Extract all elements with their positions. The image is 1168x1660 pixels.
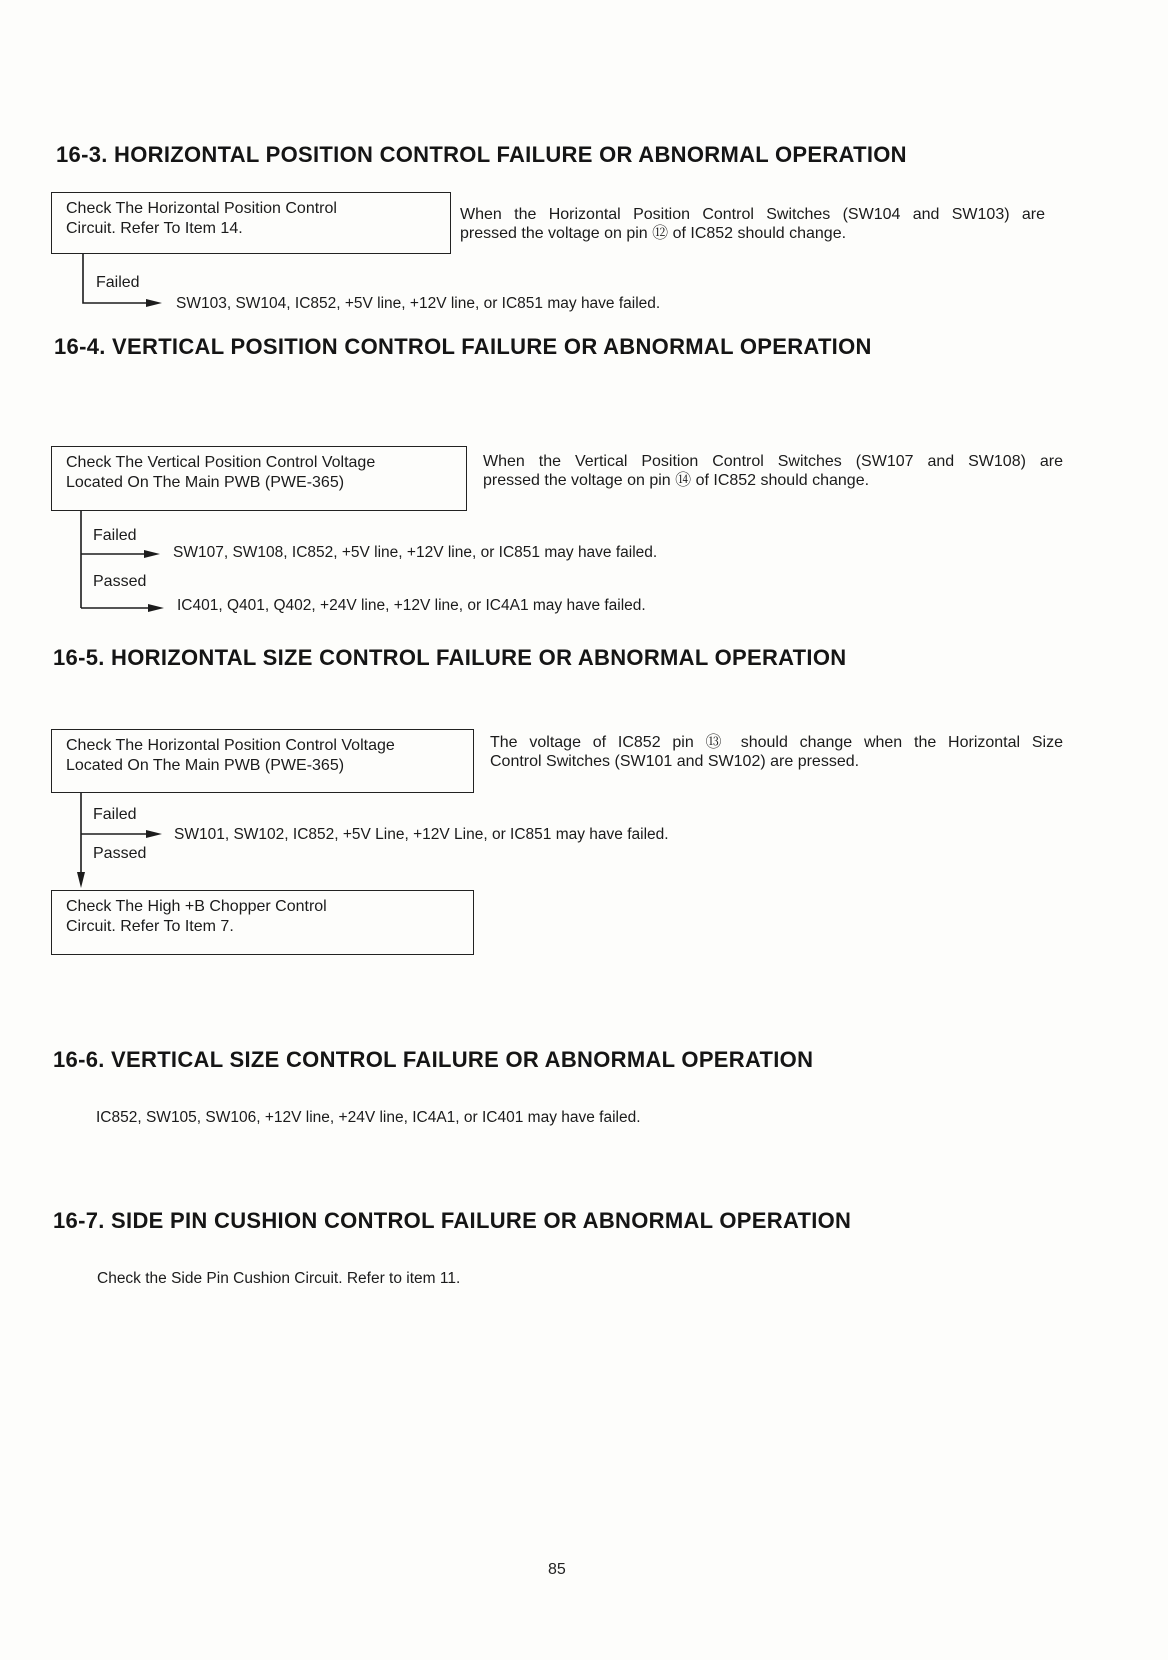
s164-note-line1: When the Vertical Position Control Switches (SW107 and SW108) are (483, 453, 1063, 470)
s164-failed-arrow-icon (144, 550, 160, 558)
s165-passed-arrow-icon (77, 872, 85, 888)
s163-failed-arrow-icon (146, 299, 162, 307)
s164-passed-result: IC401, Q401, Q402, +24V line, +12V line, or IC4A1 may have failed. (177, 597, 646, 614)
s165-check-box-line1: Check The Horizontal Position Control Voltage (66, 737, 395, 754)
s164-failed-result: SW107, SW108, IC852, +5V line, +12V line, or IC851 may have failed. (173, 544, 658, 561)
s165-note-line2: Control Switches (SW101 and SW102) are pressed. (490, 753, 860, 770)
section-16-3-title: 16-3. HORIZONTAL POSITION CONTROL FAILURE OR ABNORMAL OPERATION (56, 142, 907, 167)
section-16-5-title: 16-5. HORIZONTAL SIZE CONTROL FAILURE OR ABNORMAL OPERATION (53, 645, 847, 670)
s163-failed-connector (83, 254, 150, 303)
s164-passed-label: Passed (93, 573, 147, 590)
s163-note-line2: pressed the voltage on pin ⑫ of IC852 should change. (460, 225, 847, 242)
s165-failed-label: Failed (93, 806, 137, 823)
page-number: 85 (548, 1561, 566, 1578)
s165-note-line1: The voltage of IC852 pin ⑬ should change when the Horizontal Size (490, 734, 1063, 751)
s165-chopper-box-line2: Circuit. Refer To Item 7. (66, 918, 234, 935)
s165-check-box-line2: Located On The Main PWB (PWE-365) (66, 757, 345, 774)
s164-failed-label: Failed (93, 527, 137, 544)
section-16-4-title: 16-4. VERTICAL POSITION CONTROL FAILURE OR ABNORMAL OPERATION (54, 334, 872, 359)
s164-check-box-line2: Located On The Main PWB (PWE-365) (66, 474, 345, 491)
section-16-6-title: 16-6. VERTICAL SIZE CONTROL FAILURE OR ABNORMAL OPERATION (53, 1047, 814, 1072)
s164-note-line2: pressed the voltage on pin ⑭ of IC852 should change. (483, 472, 870, 489)
s164-passed-arrow-icon (148, 604, 164, 612)
s163-check-box-line2: Circuit. Refer To Item 14. (66, 220, 243, 237)
s165-passed-label: Passed (93, 845, 147, 862)
s163-note-line1: When the Horizontal Position Control Switches (SW104 and SW103) are (460, 206, 1045, 223)
s163-check-box-line1: Check The Horizontal Position Control (66, 200, 337, 217)
s163-failed-label: Failed (96, 274, 140, 291)
s166-text: IC852, SW105, SW106, +12V line, +24V line, IC4A1, or IC401 may have failed. (96, 1109, 641, 1126)
s165-failed-result: SW101, SW102, IC852, +5V Line, +12V Line, or IC851 may have failed. (174, 826, 669, 843)
section-16-7-title: 16-7. SIDE PIN CUSHION CONTROL FAILURE OR ABNORMAL OPERATION (53, 1208, 852, 1233)
s165-chopper-box-line1: Check The High +B Chopper Control (66, 898, 327, 915)
s165-failed-arrow-icon (146, 830, 162, 838)
s163-failed-result: SW103, SW104, IC852, +5V line, +12V line, or IC851 may have failed. (176, 295, 661, 312)
s167-text: Check the Side Pin Cushion Circuit. Refer to item 11. (97, 1270, 461, 1287)
s164-check-box-line1: Check The Vertical Position Control Voltage (66, 454, 376, 471)
